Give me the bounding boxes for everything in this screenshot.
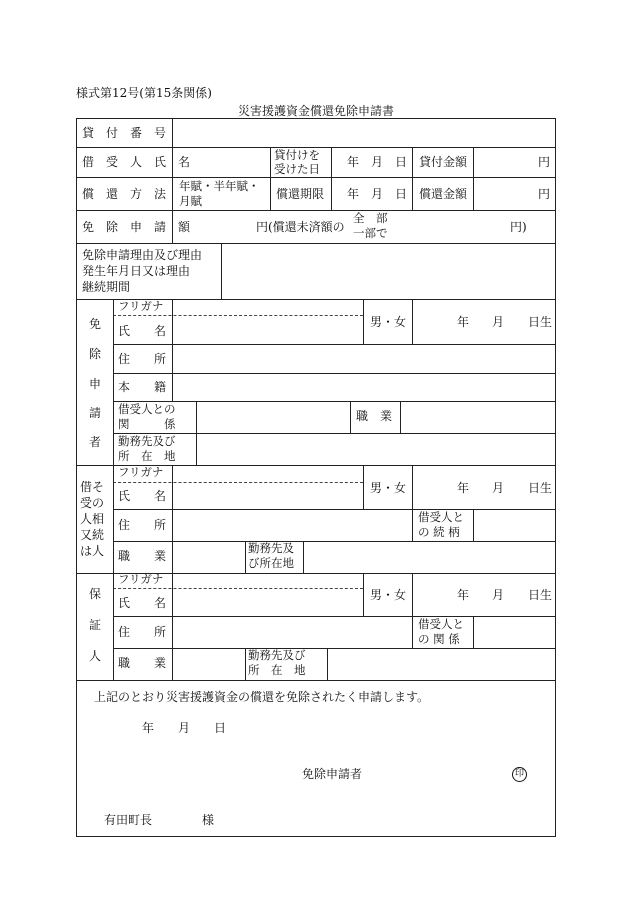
applicant-domicile-label: 本 籍: [118, 380, 167, 394]
heir-side-5: は人: [80, 544, 105, 558]
heir-workplace-label-2: び所在地: [248, 556, 294, 570]
loan-number-label: 貸 付 番 号: [82, 126, 167, 140]
applicant-address-label: 住 所: [118, 352, 167, 366]
seal-icon: 印: [512, 767, 527, 782]
exemption-full[interactable]: 全 部: [353, 211, 388, 225]
heir-address-label: 住 所: [118, 518, 167, 532]
exemption-partial[interactable]: 一部で: [353, 226, 388, 240]
repayment-method-options-2[interactable]: 月賦: [179, 194, 202, 208]
guarantor-birth-day: 日生: [528, 588, 553, 602]
reason-label-1: 免除申請理由及び理由: [82, 248, 203, 262]
guarantor-birth-month: 月: [492, 588, 505, 602]
repayment-amount-label: 償還金額: [419, 187, 468, 201]
guarantor-side-2: 証: [89, 618, 102, 632]
heir-workplace-label-1: 勤務先及: [248, 541, 294, 555]
applicant-birth-year: 年: [457, 315, 470, 329]
applicant-workplace-label-1: 勤務先及び: [118, 434, 176, 448]
guarantor-side-1: 保: [89, 587, 102, 601]
heir-gender[interactable]: 男・女: [370, 481, 407, 495]
applicant-side-4: 請: [89, 406, 102, 420]
heir-birth-month: 月: [492, 481, 505, 495]
guarantor-workplace-label-2: 所 在 地: [248, 663, 306, 677]
applicant-signature-label: 免除申請者: [302, 767, 363, 781]
heir-side-1: 借そ: [80, 480, 105, 494]
guarantor-birth-year: 年: [457, 588, 470, 602]
loan-date-label-2: 受けた日: [274, 162, 320, 176]
repayment-amount-yen: 円: [538, 187, 551, 201]
loan-date-value[interactable]: 年 月 日: [347, 155, 408, 169]
heir-side-3: 人相: [80, 512, 105, 526]
repayment-deadline-value[interactable]: 年 月 日: [347, 187, 408, 201]
heir-relation-label-1: 借受人と: [418, 510, 464, 524]
guarantor-relation-label-1: 借受人と: [418, 617, 464, 631]
exemption-amount-label: 免 除 申 請 額: [82, 220, 191, 234]
heir-relation-label-2: の 続 柄: [418, 525, 460, 539]
applicant-workplace-label-2: 所 在 地: [118, 449, 176, 463]
guarantor-occupation-label: 職 業: [118, 656, 167, 670]
application-date[interactable]: 年 月 日: [142, 721, 227, 735]
heir-furigana-label: フリガナ: [118, 465, 164, 479]
applicant-side-3: 申: [89, 377, 102, 391]
repayment-deadline-label: 償還期限: [276, 187, 325, 201]
heir-name-label: 氏 名: [118, 489, 167, 503]
exemption-amount-yen: 円(償還未済額の: [256, 220, 345, 234]
reason-label-3: 継続期間: [82, 280, 131, 294]
repayment-method-options-1[interactable]: 年賦・半年賦・: [179, 179, 260, 193]
heir-birth-day: 日生: [528, 481, 553, 495]
borrower-name-label: 借 受 人 氏 名: [82, 155, 191, 169]
reason-label-2: 発生年月日又は理由: [82, 264, 191, 278]
applicant-name-label: 氏 名: [118, 324, 167, 338]
applicant-side-5: 者: [89, 435, 102, 449]
exemption-yen-close: 円): [510, 220, 527, 234]
guarantor-gender[interactable]: 男・女: [370, 588, 407, 602]
heir-birth-year: 年: [457, 481, 470, 495]
addressee-text: 有田町長: [104, 813, 153, 827]
loan-date-label-1: 貸付けを: [274, 148, 320, 162]
applicant-side-1: 免: [89, 317, 102, 331]
applicant-birth-month: 月: [492, 315, 505, 329]
applicant-relation-label-2: 関 係: [118, 417, 176, 431]
applicant-birth-day: 日生: [528, 315, 553, 329]
loan-amount-yen: 円: [538, 155, 551, 169]
guarantor-workplace-label-1: 勤務先及び: [248, 648, 306, 662]
applicant-gender[interactable]: 男・女: [370, 315, 407, 329]
form-title: 災害援護資金償還免除申請書: [238, 104, 395, 118]
heir-side-4: 又続: [80, 528, 105, 542]
honorific-text: 様: [202, 813, 215, 827]
guarantor-furigana-label: フリガナ: [118, 572, 164, 586]
applicant-furigana-label: フリガナ: [118, 299, 164, 313]
heir-occupation-label: 職 業: [118, 549, 167, 563]
form-number: 様式第12号(第15条関係): [76, 86, 212, 100]
applicant-side-2: 除: [89, 347, 102, 361]
repayment-method-label: 償 還 方 法: [82, 187, 167, 201]
guarantor-side-3: 人: [89, 649, 102, 663]
heir-side-2: 受の: [80, 496, 105, 510]
applicant-relation-label-1: 借受人との: [118, 402, 176, 416]
statement-text: 上記のとおり災害援護資金の償還を免除されたく申請します。: [94, 690, 430, 704]
guarantor-name-label: 氏 名: [118, 596, 167, 610]
guarantor-address-label: 住 所: [118, 625, 167, 639]
applicant-occupation-label: 職 業: [356, 409, 393, 423]
guarantor-relation-label-2: の 関 係: [418, 632, 460, 646]
loan-amount-label: 貸付金額: [419, 155, 468, 169]
